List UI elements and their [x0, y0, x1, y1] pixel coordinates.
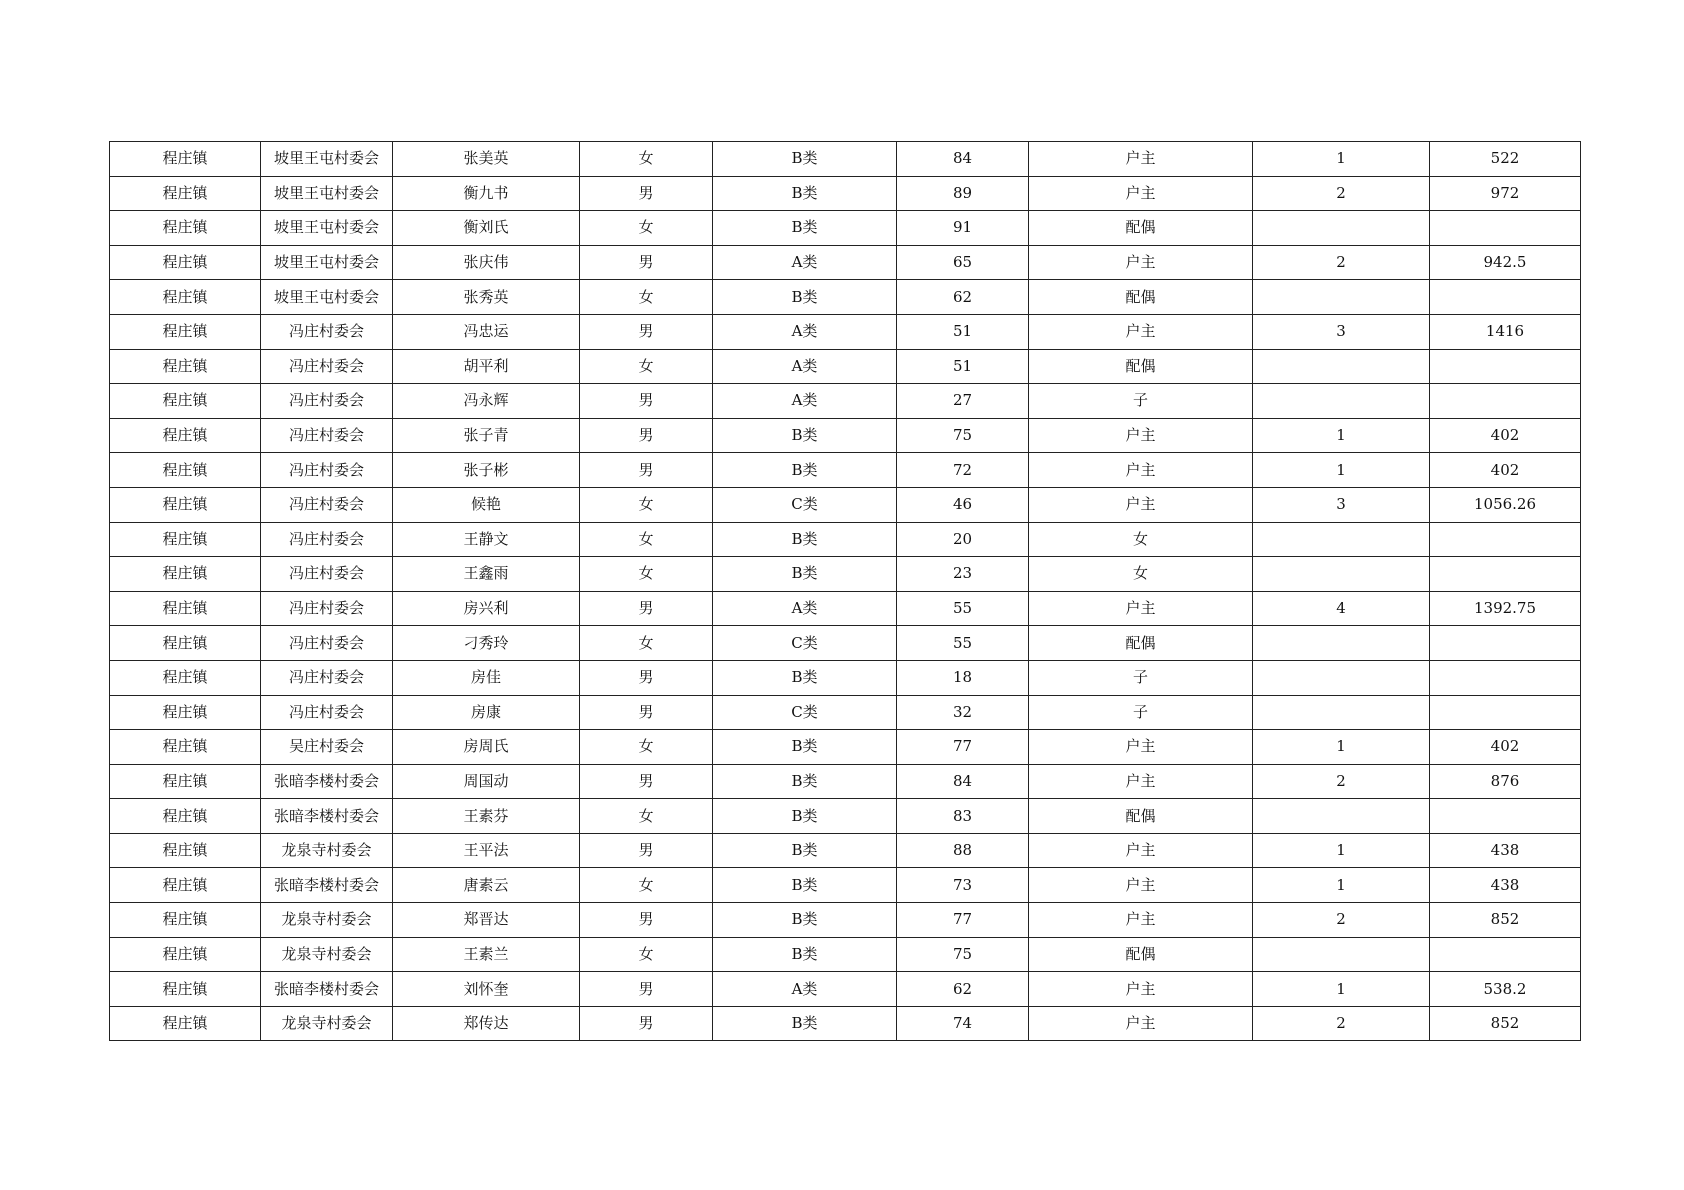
household-size-cell: [1253, 211, 1430, 246]
category-cell: C类: [713, 626, 897, 661]
amount-cell: 402: [1430, 730, 1581, 765]
age-cell: 91: [897, 211, 1029, 246]
name-cell: 衡九书: [393, 176, 580, 211]
category-cell: A类: [713, 591, 897, 626]
table-row: [110, 868, 1581, 903]
village-cell: 坡里王屯村委会: [261, 211, 393, 246]
name-cell: 郑晋达: [393, 903, 580, 938]
relation-cell: 户主: [1029, 903, 1253, 938]
town-cell: 程庄镇: [110, 1006, 261, 1041]
table-row: [110, 591, 1581, 626]
household-size-cell: 1: [1253, 453, 1430, 488]
amount-cell: 852: [1430, 1006, 1581, 1041]
table-row: [110, 557, 1581, 592]
village-cell: 张暗李楼村委会: [261, 972, 393, 1007]
gender-cell: 男: [580, 764, 713, 799]
table-row: [110, 937, 1581, 972]
town-cell: 程庄镇: [110, 557, 261, 592]
name-cell: 张秀英: [393, 280, 580, 315]
relation-cell: 户主: [1029, 1006, 1253, 1041]
category-cell: B类: [713, 799, 897, 834]
gender-cell: 女: [580, 730, 713, 765]
relation-cell: 配偶: [1029, 280, 1253, 315]
household-size-cell: 1: [1253, 142, 1430, 177]
category-cell: B类: [713, 453, 897, 488]
age-cell: 84: [897, 142, 1029, 177]
amount-cell: 1416: [1430, 314, 1581, 349]
table-body: [110, 142, 1581, 1041]
name-cell: 张美英: [393, 142, 580, 177]
town-cell: 程庄镇: [110, 142, 261, 177]
relation-cell: 配偶: [1029, 349, 1253, 384]
village-cell: 龙泉寺村委会: [261, 937, 393, 972]
town-cell: 程庄镇: [110, 176, 261, 211]
table-row: [110, 487, 1581, 522]
table-row: [110, 349, 1581, 384]
household-size-cell: [1253, 626, 1430, 661]
amount-cell: 438: [1430, 833, 1581, 868]
category-cell: A类: [713, 384, 897, 419]
age-cell: 62: [897, 280, 1029, 315]
age-cell: 89: [897, 176, 1029, 211]
name-cell: 王静文: [393, 522, 580, 557]
table-row: [110, 730, 1581, 765]
household-size-cell: 3: [1253, 487, 1430, 522]
amount-cell: 1056.26: [1430, 487, 1581, 522]
village-cell: 坡里王屯村委会: [261, 142, 393, 177]
town-cell: 程庄镇: [110, 903, 261, 938]
gender-cell: 男: [580, 695, 713, 730]
table-row: [110, 280, 1581, 315]
town-cell: 程庄镇: [110, 280, 261, 315]
name-cell: 周国动: [393, 764, 580, 799]
name-cell: 冯忠运: [393, 314, 580, 349]
household-size-cell: 2: [1253, 1006, 1430, 1041]
table-row: [110, 1006, 1581, 1041]
table-row: [110, 245, 1581, 280]
amount-cell: 438: [1430, 868, 1581, 903]
gender-cell: 女: [580, 626, 713, 661]
town-cell: 程庄镇: [110, 522, 261, 557]
age-cell: 77: [897, 730, 1029, 765]
age-cell: 75: [897, 418, 1029, 453]
village-cell: 龙泉寺村委会: [261, 903, 393, 938]
name-cell: 冯永辉: [393, 384, 580, 419]
name-cell: 王素兰: [393, 937, 580, 972]
name-cell: 刘怀奎: [393, 972, 580, 1007]
gender-cell: 女: [580, 211, 713, 246]
relation-cell: 户主: [1029, 833, 1253, 868]
village-cell: 龙泉寺村委会: [261, 1006, 393, 1041]
table-row: [110, 660, 1581, 695]
gender-cell: 男: [580, 245, 713, 280]
name-cell: 房康: [393, 695, 580, 730]
village-cell: 冯庄村委会: [261, 522, 393, 557]
age-cell: 74: [897, 1006, 1029, 1041]
age-cell: 55: [897, 591, 1029, 626]
table-row: [110, 695, 1581, 730]
category-cell: B类: [713, 280, 897, 315]
amount-cell: [1430, 695, 1581, 730]
village-cell: 冯庄村委会: [261, 487, 393, 522]
table-row: [110, 522, 1581, 557]
village-cell: 坡里王屯村委会: [261, 176, 393, 211]
village-cell: 龙泉寺村委会: [261, 833, 393, 868]
village-cell: 张暗李楼村委会: [261, 799, 393, 834]
village-cell: 冯庄村委会: [261, 453, 393, 488]
gender-cell: 男: [580, 660, 713, 695]
name-cell: 王鑫雨: [393, 557, 580, 592]
gender-cell: 男: [580, 453, 713, 488]
amount-cell: 852: [1430, 903, 1581, 938]
village-cell: 冯庄村委会: [261, 418, 393, 453]
household-size-cell: 2: [1253, 176, 1430, 211]
category-cell: B类: [713, 1006, 897, 1041]
data-table: [109, 141, 1581, 1041]
amount-cell: 402: [1430, 418, 1581, 453]
name-cell: 房佳: [393, 660, 580, 695]
household-size-cell: [1253, 660, 1430, 695]
amount-cell: [1430, 557, 1581, 592]
category-cell: A类: [713, 349, 897, 384]
name-cell: 郑传达: [393, 1006, 580, 1041]
age-cell: 88: [897, 833, 1029, 868]
household-size-cell: 1: [1253, 868, 1430, 903]
relation-cell: 户主: [1029, 730, 1253, 765]
town-cell: 程庄镇: [110, 349, 261, 384]
gender-cell: 男: [580, 833, 713, 868]
category-cell: B类: [713, 176, 897, 211]
gender-cell: 女: [580, 522, 713, 557]
town-cell: 程庄镇: [110, 799, 261, 834]
relation-cell: 户主: [1029, 245, 1253, 280]
table-row: [110, 799, 1581, 834]
category-cell: B类: [713, 142, 897, 177]
table-row: [110, 453, 1581, 488]
household-size-cell: [1253, 522, 1430, 557]
age-cell: 32: [897, 695, 1029, 730]
town-cell: 程庄镇: [110, 487, 261, 522]
household-size-cell: [1253, 799, 1430, 834]
age-cell: 23: [897, 557, 1029, 592]
household-size-cell: 2: [1253, 245, 1430, 280]
relation-cell: 户主: [1029, 453, 1253, 488]
name-cell: 刁秀玲: [393, 626, 580, 661]
town-cell: 程庄镇: [110, 384, 261, 419]
village-cell: 吴庄村委会: [261, 730, 393, 765]
relation-cell: 配偶: [1029, 211, 1253, 246]
relation-cell: 配偶: [1029, 799, 1253, 834]
gender-cell: 女: [580, 142, 713, 177]
category-cell: B类: [713, 868, 897, 903]
age-cell: 73: [897, 868, 1029, 903]
age-cell: 20: [897, 522, 1029, 557]
age-cell: 83: [897, 799, 1029, 834]
relation-cell: 户主: [1029, 487, 1253, 522]
town-cell: 程庄镇: [110, 833, 261, 868]
village-cell: 坡里王屯村委会: [261, 245, 393, 280]
amount-cell: [1430, 349, 1581, 384]
amount-cell: [1430, 522, 1581, 557]
relation-cell: 户主: [1029, 868, 1253, 903]
amount-cell: 972: [1430, 176, 1581, 211]
village-cell: 冯庄村委会: [261, 557, 393, 592]
household-size-cell: 1: [1253, 418, 1430, 453]
gender-cell: 男: [580, 314, 713, 349]
category-cell: B类: [713, 211, 897, 246]
town-cell: 程庄镇: [110, 314, 261, 349]
age-cell: 27: [897, 384, 1029, 419]
amount-cell: 876: [1430, 764, 1581, 799]
category-cell: A类: [713, 314, 897, 349]
village-cell: 冯庄村委会: [261, 384, 393, 419]
category-cell: B类: [713, 764, 897, 799]
town-cell: 程庄镇: [110, 972, 261, 1007]
household-size-cell: 1: [1253, 730, 1430, 765]
table-row: [110, 626, 1581, 661]
relation-cell: 户主: [1029, 418, 1253, 453]
amount-cell: 402: [1430, 453, 1581, 488]
household-size-cell: 3: [1253, 314, 1430, 349]
table-row: [110, 142, 1581, 177]
name-cell: 王平法: [393, 833, 580, 868]
household-size-cell: [1253, 695, 1430, 730]
gender-cell: 女: [580, 487, 713, 522]
town-cell: 程庄镇: [110, 211, 261, 246]
amount-cell: [1430, 626, 1581, 661]
town-cell: 程庄镇: [110, 730, 261, 765]
gender-cell: 女: [580, 799, 713, 834]
amount-cell: 538.2: [1430, 972, 1581, 1007]
table-row: [110, 176, 1581, 211]
relation-cell: 配偶: [1029, 626, 1253, 661]
village-cell: 冯庄村委会: [261, 695, 393, 730]
gender-cell: 男: [580, 591, 713, 626]
gender-cell: 男: [580, 972, 713, 1007]
village-cell: 坡里王屯村委会: [261, 280, 393, 315]
household-size-cell: [1253, 937, 1430, 972]
name-cell: 张子青: [393, 418, 580, 453]
town-cell: 程庄镇: [110, 453, 261, 488]
village-cell: 冯庄村委会: [261, 314, 393, 349]
gender-cell: 女: [580, 349, 713, 384]
category-cell: C类: [713, 487, 897, 522]
village-cell: 张暗李楼村委会: [261, 868, 393, 903]
gender-cell: 女: [580, 868, 713, 903]
gender-cell: 男: [580, 1006, 713, 1041]
age-cell: 84: [897, 764, 1029, 799]
table-row: [110, 764, 1581, 799]
amount-cell: [1430, 937, 1581, 972]
category-cell: A类: [713, 972, 897, 1007]
village-cell: 冯庄村委会: [261, 591, 393, 626]
village-cell: 冯庄村委会: [261, 660, 393, 695]
town-cell: 程庄镇: [110, 868, 261, 903]
household-size-cell: 1: [1253, 972, 1430, 1007]
relation-cell: 女: [1029, 522, 1253, 557]
name-cell: 王素芬: [393, 799, 580, 834]
category-cell: B类: [713, 557, 897, 592]
amount-cell: [1430, 660, 1581, 695]
name-cell: 房周氏: [393, 730, 580, 765]
town-cell: 程庄镇: [110, 764, 261, 799]
town-cell: 程庄镇: [110, 591, 261, 626]
gender-cell: 女: [580, 557, 713, 592]
relation-cell: 配偶: [1029, 937, 1253, 972]
name-cell: 候艳: [393, 487, 580, 522]
table-row: [110, 833, 1581, 868]
category-cell: B类: [713, 660, 897, 695]
relation-cell: 子: [1029, 660, 1253, 695]
name-cell: 唐素云: [393, 868, 580, 903]
category-cell: B类: [713, 903, 897, 938]
amount-cell: [1430, 280, 1581, 315]
relation-cell: 户主: [1029, 764, 1253, 799]
gender-cell: 男: [580, 903, 713, 938]
name-cell: 胡平利: [393, 349, 580, 384]
category-cell: B类: [713, 522, 897, 557]
amount-cell: 522: [1430, 142, 1581, 177]
table-row: [110, 418, 1581, 453]
relation-cell: 女: [1029, 557, 1253, 592]
relation-cell: 户主: [1029, 176, 1253, 211]
village-cell: 张暗李楼村委会: [261, 764, 393, 799]
age-cell: 18: [897, 660, 1029, 695]
household-size-cell: [1253, 384, 1430, 419]
age-cell: 51: [897, 349, 1029, 384]
amount-cell: 942.5: [1430, 245, 1581, 280]
gender-cell: 男: [580, 176, 713, 211]
gender-cell: 男: [580, 384, 713, 419]
relation-cell: 户主: [1029, 142, 1253, 177]
name-cell: 房兴利: [393, 591, 580, 626]
category-cell: A类: [713, 245, 897, 280]
relation-cell: 户主: [1029, 972, 1253, 1007]
table-row: [110, 903, 1581, 938]
town-cell: 程庄镇: [110, 695, 261, 730]
name-cell: 张子彬: [393, 453, 580, 488]
amount-cell: 1392.75: [1430, 591, 1581, 626]
table-row: [110, 314, 1581, 349]
relation-cell: 子: [1029, 384, 1253, 419]
category-cell: B类: [713, 937, 897, 972]
household-size-cell: 2: [1253, 764, 1430, 799]
household-size-cell: 4: [1253, 591, 1430, 626]
gender-cell: 女: [580, 280, 713, 315]
village-cell: 冯庄村委会: [261, 626, 393, 661]
amount-cell: [1430, 384, 1581, 419]
table-row: [110, 972, 1581, 1007]
relation-cell: 子: [1029, 695, 1253, 730]
household-size-cell: [1253, 349, 1430, 384]
table-row: [110, 384, 1581, 419]
amount-cell: [1430, 211, 1581, 246]
age-cell: 65: [897, 245, 1029, 280]
village-cell: 冯庄村委会: [261, 349, 393, 384]
household-size-cell: [1253, 557, 1430, 592]
age-cell: 77: [897, 903, 1029, 938]
age-cell: 51: [897, 314, 1029, 349]
household-size-cell: [1253, 280, 1430, 315]
age-cell: 72: [897, 453, 1029, 488]
town-cell: 程庄镇: [110, 660, 261, 695]
town-cell: 程庄镇: [110, 245, 261, 280]
town-cell: 程庄镇: [110, 418, 261, 453]
gender-cell: 男: [580, 418, 713, 453]
town-cell: 程庄镇: [110, 937, 261, 972]
name-cell: 张庆伟: [393, 245, 580, 280]
household-size-cell: 1: [1253, 833, 1430, 868]
category-cell: B类: [713, 730, 897, 765]
town-cell: 程庄镇: [110, 626, 261, 661]
amount-cell: [1430, 799, 1581, 834]
age-cell: 46: [897, 487, 1029, 522]
category-cell: B类: [713, 418, 897, 453]
table-row: [110, 211, 1581, 246]
name-cell: 衡刘氏: [393, 211, 580, 246]
age-cell: 62: [897, 972, 1029, 1007]
category-cell: B类: [713, 833, 897, 868]
gender-cell: 女: [580, 937, 713, 972]
household-size-cell: 2: [1253, 903, 1430, 938]
relation-cell: 户主: [1029, 591, 1253, 626]
category-cell: C类: [713, 695, 897, 730]
relation-cell: 户主: [1029, 314, 1253, 349]
age-cell: 75: [897, 937, 1029, 972]
age-cell: 55: [897, 626, 1029, 661]
